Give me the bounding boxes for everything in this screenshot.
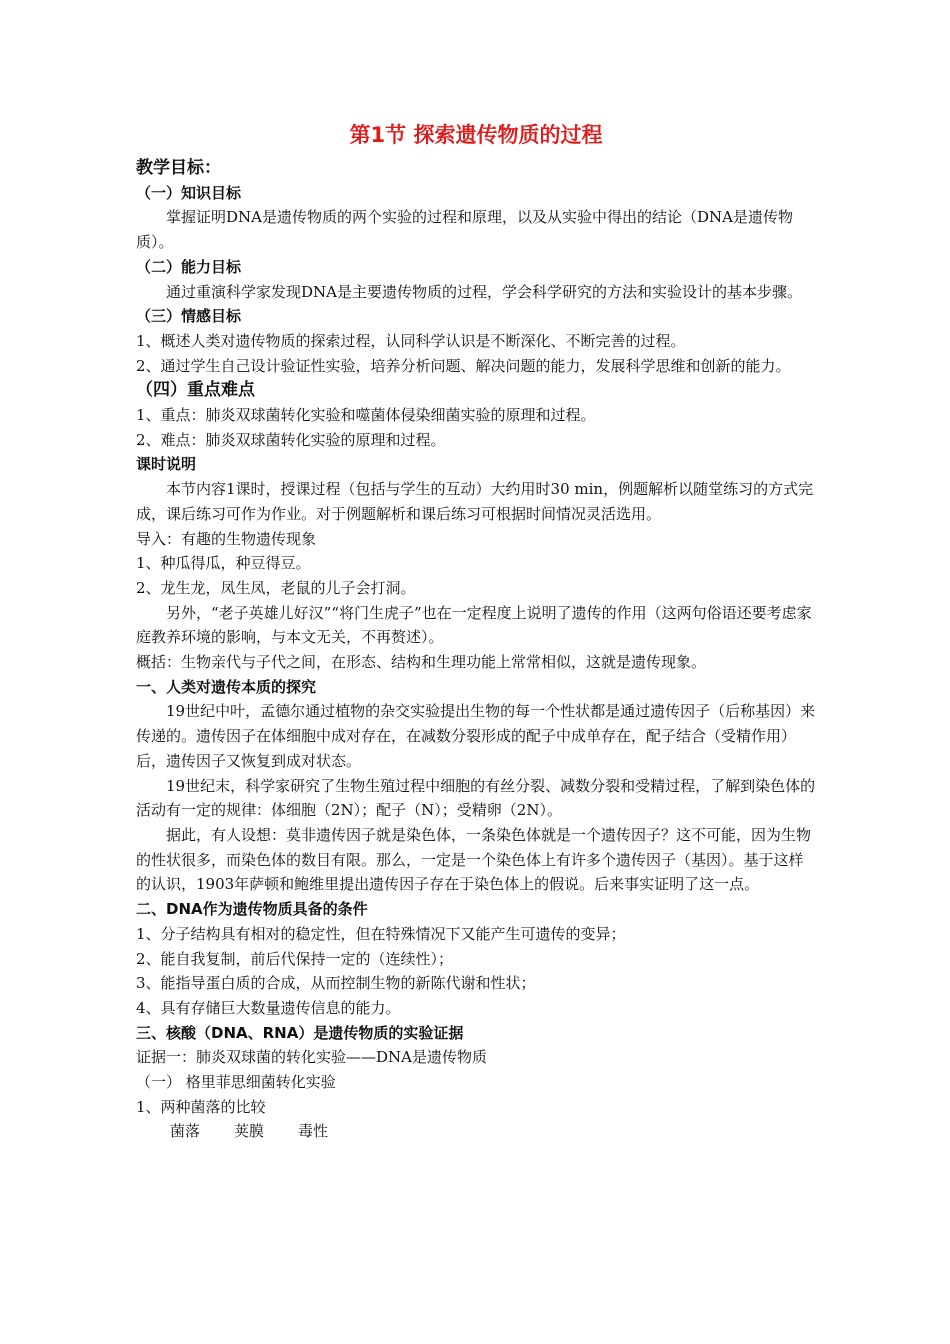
key-item: 1、重点：肺炎双球菌转化实验和噬菌体侵染细菌实验的原理和过程。 bbox=[136, 406, 596, 425]
lesson-heading: 课时说明 bbox=[136, 455, 197, 474]
emotion-item: 1、概述人类对遗传物质的探索过程，认同科学认识是不断深化、不断完善的过程。 bbox=[136, 331, 686, 350]
section1-heading: 一、人类对遗传本质的探究 bbox=[136, 677, 317, 696]
section1-paragraph: 19世纪末，科学家研究了生物生殖过程中细胞的有丝分裂、减数分裂和受精过程，了解到染色体的活动有一定的规律：体细胞（2N）；配子（N）；受精卵（2N）。 bbox=[136, 776, 816, 820]
column-label: 荚膜 bbox=[234, 1122, 265, 1141]
intro-heading: 导入：有趣的生物遗传现象 bbox=[136, 529, 317, 548]
section2-item: 3、能指导蛋白质的合成，从而控制生物的新陈代谢和性状； bbox=[136, 974, 536, 993]
column-label: 毒性 bbox=[298, 1122, 329, 1141]
key-heading: （四）重点难点 bbox=[136, 380, 255, 401]
goals-heading: 教学目标： bbox=[136, 158, 221, 178]
section3-heading: 三、核酸（DNA、RNA）是遗传物质的实验证据 bbox=[136, 1023, 464, 1042]
intro-extra: 另外，“老子英雄儿好汉”“将门生虎子”也在一定程度上说明了遗传的作用（这两句俗语还要考虑家庭教养环境的影响，与本文无关，不再赘述）。 bbox=[136, 603, 812, 647]
document-page bbox=[136, 120, 816, 1144]
knowledge-text: 掌握证明DNA是遗传物质的两个实验的过程和原理，以及从实验中得出的结论（DNA是遗传物质）。 bbox=[136, 208, 793, 252]
key-item: 2、难点：肺炎双球菌转化实验的原理和过程。 bbox=[136, 430, 446, 449]
section1-paragraph: 19世纪中叶，孟德尔通过植物的杂交实验提出生物的每一个性状都是通过遗传因子（后称基因）来传递的。遗传因子在体细胞中成对存在，在减数分裂形成的配子中成单存在，配子结合（受精作用）后，遗传因子又恢复到成对状态。 bbox=[136, 702, 816, 770]
ability-text: 通过重演科学家发现DNA是主要遗传物质的过程，学会科学研究的方法和实验设计的基本步骤。 bbox=[166, 282, 802, 301]
lesson-text: 本节内容1课时，授课过程（包括与学生的互动）大约用时30 min，例题解析以随堂练习的方式完成，课后练习可作为作业。对于例题解析和课后练习可根据时间情况灵活选用。 bbox=[136, 480, 814, 523]
emotion-item: 2、通过学生自己设计验证性实验，培养分析问题、解决问题的能力，发展科学思维和创新的能力。 bbox=[136, 356, 791, 375]
ability-heading: （二）能力目标 bbox=[136, 257, 242, 276]
evidence-line: 证据一：肺炎双球菌的转化实验——DNA是遗传物质 bbox=[136, 1048, 487, 1067]
section2-item: 4、具有存储巨大数量遗传信息的能力。 bbox=[136, 998, 401, 1017]
page-title: 第1节 探索遗传物质的过程 bbox=[349, 123, 603, 147]
knowledge-heading: （一）知识目标 bbox=[136, 183, 242, 202]
section2-heading: 二、DNA作为遗传物质具备的条件 bbox=[136, 900, 368, 919]
intro-item: 1、种瓜得瓜，种豆得豆。 bbox=[136, 554, 311, 573]
comparison-item: 1、两种菌落的比较 bbox=[136, 1097, 266, 1116]
column-label: 菌落 bbox=[170, 1122, 201, 1141]
intro-item: 2、龙生龙，凤生凤，老鼠的儿子会打洞。 bbox=[136, 578, 416, 597]
section2-item: 1、分子结构具有相对的稳定性，但在特殊情况下又能产生可遗传的变异； bbox=[136, 924, 626, 943]
intro-summary: 概括：生物亲代与子代之间，在形态、结构和生理功能上常常相似，这就是遗传现象。 bbox=[136, 653, 707, 672]
section1-paragraph: 据此，有人设想：莫非遗传因子就是染色体，一条染色体就是一个遗传因子？这不可能，因为生物的性状很多，而染色体的数目有限。那么，一定是一个染色体上有许多个遗传因子（基因）。基于这样的认识，1903年萨顿和鲍维里提出遗传因子存在于染色体上的假说。后来事实证明了这一点。 bbox=[136, 825, 812, 894]
emotion-heading: （三）情感目标 bbox=[136, 307, 242, 326]
comparison-columns bbox=[136, 1119, 816, 1144]
section2-item: 2、能自我复制，前后代保持一定的（连续性）； bbox=[136, 949, 454, 968]
subsection-heading: （一） 格里菲思细菌转化实验 bbox=[136, 1073, 336, 1092]
